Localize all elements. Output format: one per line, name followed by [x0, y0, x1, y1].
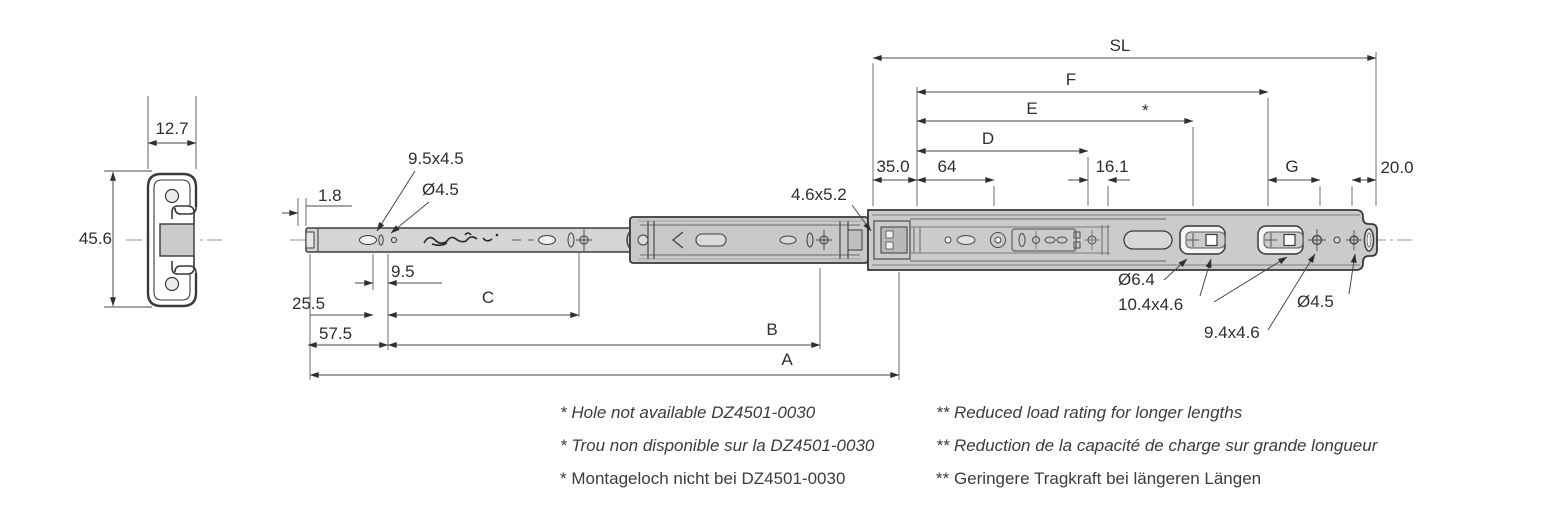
- dim-label-575: 57.5: [319, 324, 353, 343]
- footnote-right-de: ** Geringere Tragkraft bei längeren Längen: [936, 469, 1262, 488]
- footnote-left-de: * Montageloch nicht bei DZ4501-0030: [560, 469, 846, 488]
- footnote-left-fr: * Trou non disponible sur la DZ4501-0030: [560, 436, 875, 455]
- dim-label-sl: SL: [1109, 36, 1131, 55]
- dim-label-cross-width: 12.7: [155, 119, 189, 138]
- lanced-slot-1: [1180, 226, 1225, 254]
- leader-9545: [377, 171, 415, 231]
- dim-label-dia64: Ø6.4: [1118, 270, 1155, 289]
- cross-section-inner-member: [160, 224, 194, 256]
- footnote-right-fr: ** Reduction de la capacité de charge sur grande longueur: [936, 436, 1378, 455]
- dim-label-f: F: [1065, 70, 1077, 89]
- dim-label-dia45-right: Ø4.5: [1297, 292, 1334, 311]
- dim-label-95: 9.5: [391, 262, 415, 281]
- dim-label-35: 35.0: [876, 157, 910, 176]
- dim-label-64: 64: [937, 157, 957, 176]
- dim-label-255: 25.5: [292, 294, 326, 313]
- dim-label-9446: 9.4x4.6: [1204, 323, 1260, 342]
- ball-bottom: [166, 278, 179, 291]
- dim-label-dia45-left: Ø4.5: [422, 180, 459, 199]
- dim-label-161: 16.1: [1095, 157, 1129, 176]
- slot-hole: [360, 236, 377, 245]
- intermediate-member: [627, 217, 868, 263]
- dim-label-9545: 9.5x4.5: [408, 149, 464, 168]
- footnote-right-en: ** Reduced load rating for longer lengths: [936, 403, 1243, 422]
- outer-cabinet-member: [868, 210, 1377, 270]
- dim-label-10446: 10.4x4.6: [1118, 295, 1184, 314]
- cross-section-view: [148, 174, 196, 306]
- lanced-slot-2: [1258, 226, 1303, 254]
- vertical-oval-slot: [1365, 229, 1374, 251]
- slot-hole: [539, 236, 556, 245]
- dim-label-20: 20.0: [1380, 158, 1414, 177]
- footnote-left-en: * Hole not available DZ4501-0030: [560, 403, 816, 422]
- dim-label-e: E: [1026, 99, 1038, 118]
- dim-label-d: D: [981, 129, 995, 148]
- dim-label-a: A: [781, 350, 793, 369]
- dim-label-18: 1.8: [318, 186, 342, 205]
- ball-top: [166, 190, 179, 203]
- dim-label-g: G: [1285, 157, 1299, 176]
- asterisk-note: *: [1142, 101, 1149, 120]
- dim-label-4652: 4.6x5.2: [791, 185, 847, 204]
- dim-label-cross-height: 45.6: [78, 229, 112, 248]
- dim-label-c: C: [481, 288, 495, 307]
- dim-label-b: B: [766, 320, 778, 339]
